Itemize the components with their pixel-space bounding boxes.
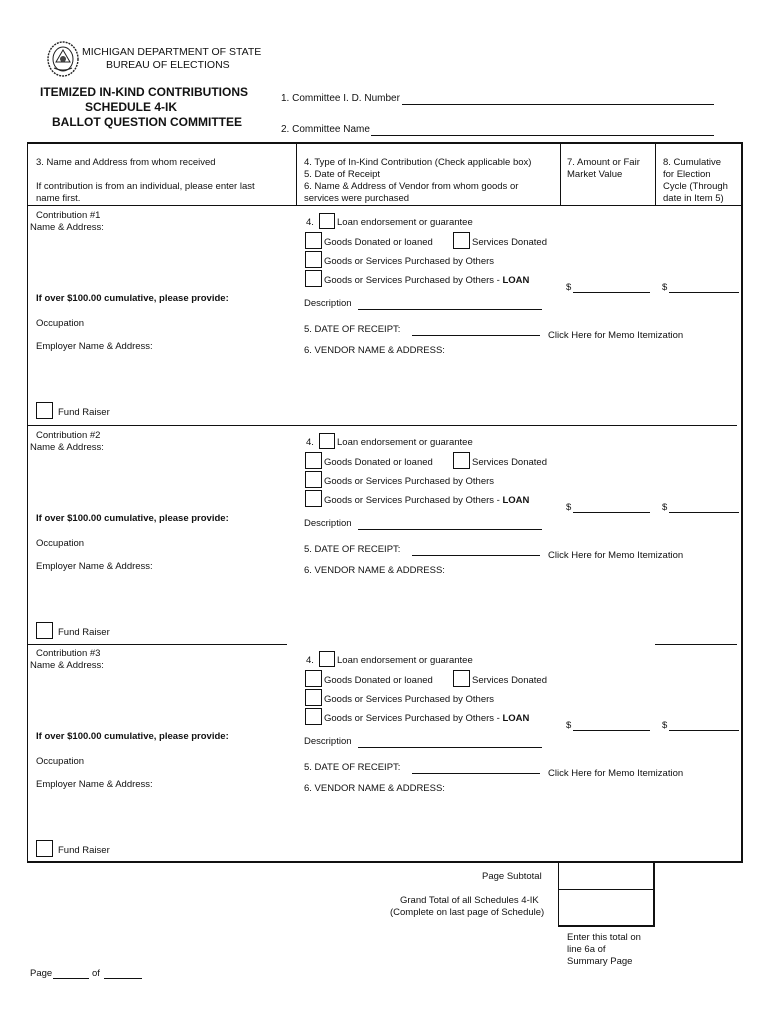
table-right-border — [741, 142, 743, 862]
contribution-3-description-label: Description — [304, 736, 352, 747]
contribution-1-employer-label: Employer Name & Address: — [36, 341, 153, 352]
form-subtitle: BALLOT QUESTION COMMITTEE — [52, 115, 242, 129]
contribution-2-goods-purchased-checkbox[interactable] — [305, 471, 322, 488]
contribution-2-cumulative-field[interactable] — [669, 512, 739, 513]
col-divider-3 — [296, 143, 297, 206]
contribution-2-amount-dollar: $ — [566, 502, 572, 513]
header-bottom-border — [27, 205, 743, 206]
table-left-border — [27, 142, 28, 862]
contribution-3-employer-label: Employer Name & Address: — [36, 779, 153, 790]
bureau-name: BUREAU OF ELECTIONS — [106, 59, 230, 71]
contribution-3-goods-purchased-checkbox[interactable] — [305, 689, 322, 706]
contribution-1-date-receipt-field[interactable] — [412, 335, 540, 336]
contribution-1-goods-purchased-loan-text: Goods or Services Purchased by Others - — [324, 275, 503, 286]
contribution-1-goods-purchased-label: Goods or Services Purchased by Others — [324, 256, 495, 267]
contribution-1-loan-word: LOAN — [502, 275, 530, 286]
grand-total-note: (Complete on last page of Schedule) — [390, 907, 545, 918]
michigan-seal-icon — [46, 40, 80, 78]
contribution-1-item4-label: 4. — [306, 217, 314, 228]
col4-header-line3: 6. Name & Address of Vendor from whom goods or — [304, 181, 519, 192]
contribution-3-loan-label: Loan endorsement or guarantee — [337, 655, 473, 666]
contribution-2-name-address-label: Name & Address: — [30, 442, 104, 453]
contribution-1-description-label: Description — [304, 298, 352, 309]
contribution-1-title: Contribution #1 — [36, 210, 101, 221]
contribution-1-goods-purchased-checkbox[interactable] — [305, 251, 322, 268]
grand-total-box[interactable] — [558, 889, 655, 927]
contribution-1-vendor-label: 6. VENDOR NAME & ADDRESS: — [304, 345, 445, 356]
committee-id-label: 1. Committee I. D. Number — [281, 93, 400, 104]
contribution-3-services-donated-label: Services Donated — [472, 675, 547, 686]
contribution-3-description-field[interactable] — [358, 747, 542, 748]
contribution-3-goods-purchased-label: Goods or Services Purchased by Others — [324, 694, 495, 705]
contribution-2-fund-raiser-label: Fund Raiser — [58, 627, 110, 638]
contribution-2-loan-word: LOAN — [502, 495, 530, 506]
contribution-2-title: Contribution #2 — [36, 430, 101, 441]
contribution-3-goods-donated-label: Goods Donated or loaned — [324, 675, 433, 686]
col8-header-line2: for Election — [663, 169, 711, 180]
contribution-3-goods-purchased-loan-label — [324, 713, 529, 725]
grand-total-label: Grand Total of all Schedules 4-IK — [400, 895, 539, 906]
contribution-2-goods-purchased-loan-label — [324, 495, 529, 507]
section-divider-2a — [27, 644, 287, 645]
contribution-2-goods-purchased-loan-checkbox[interactable] — [305, 490, 322, 507]
contribution-2-loan-label: Loan endorsement or guarantee — [337, 437, 473, 448]
contribution-3-cumulative-dollar: $ — [662, 720, 668, 731]
contribution-2-employer-label: Employer Name & Address: — [36, 561, 153, 572]
department-name: MICHIGAN DEPARTMENT OF STATE — [82, 46, 262, 58]
contribution-3-goods-purchased-loan-text: Goods or Services Purchased by Others - — [324, 713, 503, 724]
contribution-1-goods-donated-checkbox[interactable] — [305, 232, 322, 249]
table-top-border — [27, 142, 743, 144]
contribution-3-services-donated-checkbox[interactable] — [453, 670, 470, 687]
page-number-field[interactable] — [53, 978, 89, 979]
col-divider-7 — [560, 143, 561, 206]
contribution-1-fund-raiser-checkbox[interactable] — [36, 402, 53, 419]
contribution-1-fund-raiser-label: Fund Raiser — [58, 407, 110, 418]
contribution-1-cumulative-dollar: $ — [662, 282, 668, 293]
contribution-1-name-address-label: Name & Address: — [30, 222, 104, 233]
page-subtotal-label: Page Subtotal — [482, 871, 542, 882]
contribution-2-amount-field[interactable] — [573, 512, 650, 513]
contribution-3-amount-dollar: $ — [566, 720, 572, 731]
col4-header-line1: 4. Type of In-Kind Contribution (Check applicable box) — [304, 157, 532, 168]
contribution-3-cumulative-field[interactable] — [669, 730, 739, 731]
contribution-3-loan-checkbox[interactable] — [319, 651, 335, 667]
contribution-3-fund-raiser-label: Fund Raiser — [58, 845, 110, 856]
contribution-3-fund-raiser-checkbox[interactable] — [36, 840, 53, 857]
contribution-3-item4-label: 4. — [306, 655, 314, 666]
contribution-2-goods-donated-checkbox[interactable] — [305, 452, 322, 469]
contribution-2-date-receipt-field[interactable] — [412, 555, 540, 556]
col4-header-line4: services were purchased — [304, 193, 410, 204]
contribution-3-goods-donated-checkbox[interactable] — [305, 670, 322, 687]
committee-name-label: 2. Committee Name — [281, 124, 370, 135]
col7-header-line1: 7. Amount or Fair — [567, 157, 640, 168]
section-divider-2b — [655, 644, 737, 645]
enter-total-line1: Enter this total on — [567, 932, 641, 943]
contribution-1-date-receipt-label: 5. DATE OF RECEIPT: — [304, 324, 401, 335]
contribution-2-goods-purchased-label: Goods or Services Purchased by Others — [324, 476, 495, 487]
contribution-3-vendor-label: 6. VENDOR NAME & ADDRESS: — [304, 783, 445, 794]
contribution-3-loan-word: LOAN — [502, 713, 530, 724]
contribution-2-fund-raiser-checkbox[interactable] — [36, 622, 53, 639]
section-divider-1 — [27, 425, 737, 426]
col8-header-line1: 8. Cumulative — [663, 157, 722, 168]
contribution-3-amount-field[interactable] — [573, 730, 650, 731]
contribution-3-date-receipt-label: 5. DATE OF RECEIPT: — [304, 762, 401, 773]
contribution-2-item4-label: 4. — [306, 437, 314, 448]
col3-header-line2: If contribution is from an individual, please enter last — [36, 181, 255, 192]
contribution-3-date-receipt-field[interactable] — [412, 773, 540, 774]
page-total-field[interactable] — [104, 978, 142, 979]
contribution-1-amount-dollar: $ — [566, 282, 572, 293]
page-subtotal-box[interactable] — [558, 862, 655, 890]
col-divider-8 — [655, 143, 656, 206]
contribution-1-loan-label: Loan endorsement or guarantee — [337, 217, 473, 228]
contribution-1-cumulative-field[interactable] — [669, 292, 739, 293]
contribution-2-cumulative-dollar: $ — [662, 502, 668, 513]
contribution-2-if-over-label: If over $100.00 cumulative, please provide: — [36, 513, 229, 524]
committee-name-field[interactable] — [371, 135, 714, 136]
contribution-1-goods-purchased-loan-label — [324, 275, 529, 287]
contribution-2-goods-donated-label: Goods Donated or loaned — [324, 457, 433, 468]
contribution-2-description-label: Description — [304, 518, 352, 529]
contribution-1-description-field[interactable] — [358, 309, 542, 310]
page-of-label: of — [92, 968, 100, 979]
form-schedule: SCHEDULE 4-IK — [85, 100, 178, 114]
contribution-1-amount-field[interactable] — [573, 292, 650, 293]
contribution-2-services-donated-checkbox[interactable] — [453, 452, 470, 469]
contribution-2-services-donated-label: Services Donated — [472, 457, 547, 468]
contribution-1-if-over-label: If over $100.00 cumulative, please provide: — [36, 293, 229, 304]
col7-header-line2: Market Value — [567, 169, 623, 180]
contribution-1-goods-donated-label: Goods Donated or loaned — [324, 237, 433, 248]
contribution-1-loan-checkbox[interactable] — [319, 213, 335, 229]
contribution-3-memo-link[interactable]: Click Here for Memo Itemization — [548, 768, 684, 779]
contribution-2-occupation-label: Occupation — [36, 538, 85, 549]
contribution-1-goods-purchased-loan-checkbox[interactable] — [305, 270, 322, 287]
contribution-3-if-over-label: If over $100.00 cumulative, please provide: — [36, 731, 229, 742]
committee-id-field[interactable] — [402, 104, 714, 105]
contribution-2-date-receipt-label: 5. DATE OF RECEIPT: — [304, 544, 401, 555]
contribution-2-description-field[interactable] — [358, 529, 542, 530]
col8-header-line3: Cycle (Through — [663, 181, 728, 192]
contribution-3-goods-purchased-loan-checkbox[interactable] — [305, 708, 322, 725]
page-label: Page — [30, 968, 53, 979]
contribution-3-title: Contribution #3 — [36, 648, 101, 659]
contribution-1-memo-link[interactable]: Click Here for Memo Itemization — [548, 330, 684, 341]
contribution-2-memo-link[interactable]: Click Here for Memo Itemization — [548, 550, 684, 561]
contribution-2-vendor-label: 6. VENDOR NAME & ADDRESS: — [304, 565, 445, 576]
col3-header-line3: name first. — [36, 193, 81, 204]
contribution-1-services-donated-label: Services Donated — [472, 237, 547, 248]
contribution-1-occupation-label: Occupation — [36, 318, 85, 329]
col8-header-line4: date in Item 5) — [663, 193, 724, 204]
enter-total-line2: line 6a of — [567, 944, 606, 955]
contribution-3-occupation-label: Occupation — [36, 756, 85, 767]
col3-header-line1: 3. Name and Address from whom received — [36, 157, 216, 168]
form-title: ITEMIZED IN-KIND CONTRIBUTIONS — [40, 85, 248, 99]
contribution-2-goods-purchased-loan-text: Goods or Services Purchased by Others - — [324, 495, 503, 506]
enter-total-line3: Summary Page — [567, 956, 633, 967]
col4-header-line2: 5. Date of Receipt — [304, 169, 381, 180]
contribution-2-loan-checkbox[interactable] — [319, 433, 335, 449]
contribution-3-name-address-label: Name & Address: — [30, 660, 104, 671]
contribution-1-services-donated-checkbox[interactable] — [453, 232, 470, 249]
